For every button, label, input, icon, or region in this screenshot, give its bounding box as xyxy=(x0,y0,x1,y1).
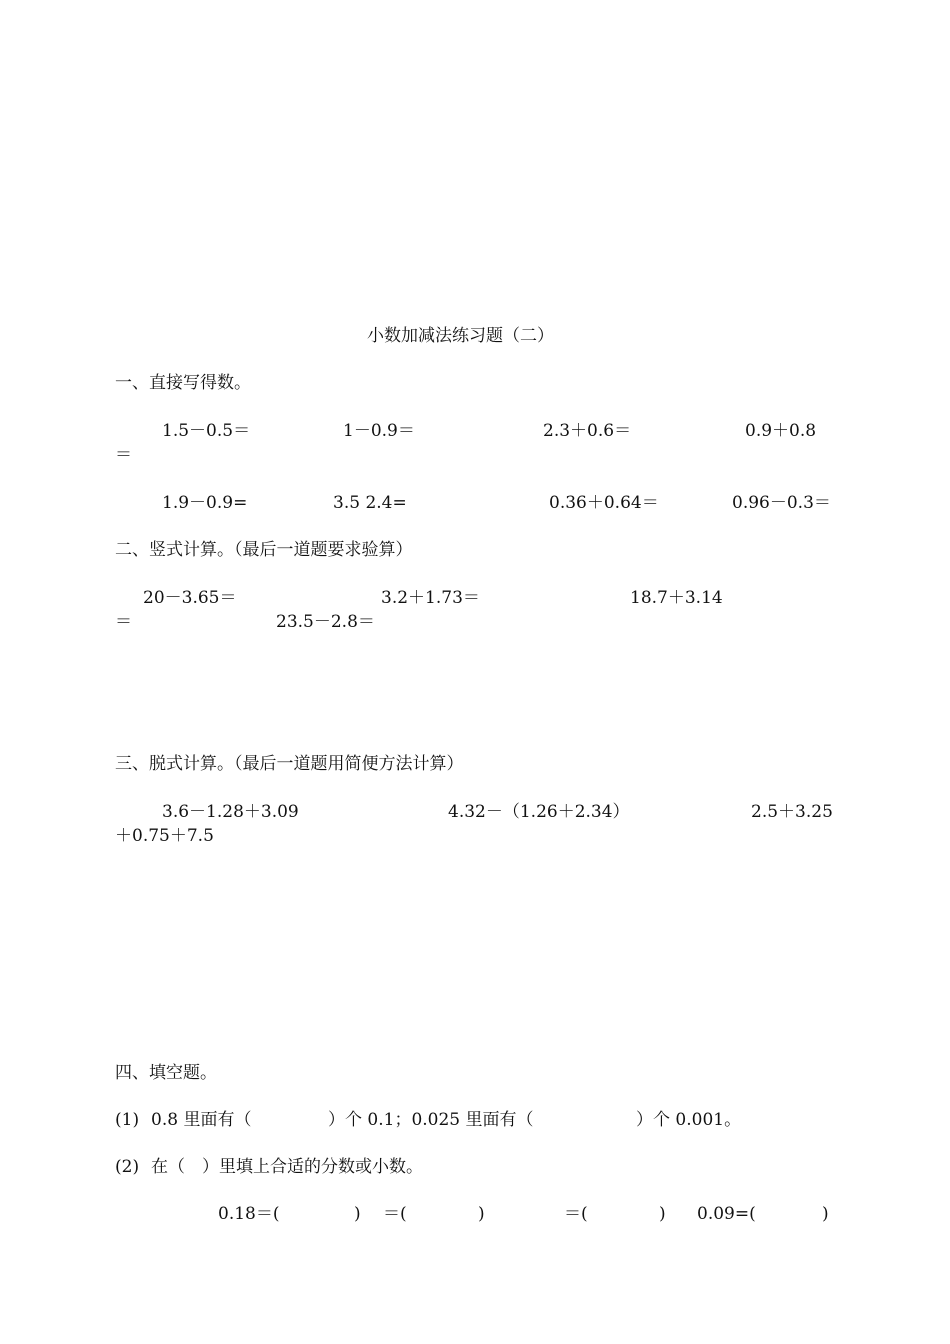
problem-1-4: 0.9＋0.8 xyxy=(745,421,817,441)
section-heading-2: 二、竖式计算。（最后一道题要求验算） xyxy=(115,540,413,560)
problem-3-3-wrap: ＋0.75＋7.5 xyxy=(115,826,214,846)
blank-3-open: ＝( xyxy=(564,1204,588,1224)
section-heading-1: 一、直接写得数。 xyxy=(115,373,251,393)
problem-1-3: 2.3＋0.6＝ xyxy=(543,421,632,441)
blank-2-close: ) xyxy=(478,1204,485,1224)
question-2-text: 在（ ）里填上合适的分数或小数。 xyxy=(151,1157,423,1177)
section-heading-4: 四、填空题。 xyxy=(115,1063,217,1083)
blank-4-open: 0.09=( xyxy=(697,1204,756,1224)
blank-3-close: ) xyxy=(659,1204,666,1224)
problem-2-3-wrap: ＝ xyxy=(115,612,132,632)
problem-1-4-wrap: ＝ xyxy=(115,445,132,465)
problem-1-7: 0.36＋0.64＝ xyxy=(549,493,659,513)
problem-3-3: 2.5＋3.25 xyxy=(751,802,833,822)
problem-1-5: 1.9－0.9= xyxy=(162,493,248,513)
blank-4-close: ) xyxy=(822,1204,829,1224)
problem-2-4: 23.5－2.8＝ xyxy=(276,612,375,632)
problem-3-2: 4.32－（1.26＋2.34） xyxy=(448,802,630,822)
section-heading-3: 三、脱式计算。（最后一道题用简便方法计算） xyxy=(115,754,464,774)
page-title: 小数加减法练习题（二） xyxy=(367,326,554,346)
question-1-part-c: ）个 0.001。 xyxy=(636,1110,742,1130)
blank-1-close: ) xyxy=(354,1204,361,1224)
question-1-number: (1) xyxy=(115,1110,140,1130)
blank-2-open: ＝( xyxy=(383,1204,407,1224)
problem-1-2: 1－0.9＝ xyxy=(343,421,415,441)
question-1-part-b: ）个 0.1；0.025 里面有（ xyxy=(328,1110,534,1130)
problem-2-2: 3.2＋1.73＝ xyxy=(381,588,480,608)
problem-2-3: 18.7＋3.14 xyxy=(630,588,723,608)
problem-1-8: 0.96－0.3＝ xyxy=(732,493,831,513)
question-1-part-a: 0.8 里面有（ xyxy=(151,1110,252,1130)
problem-1-6: 3.5 2.4= xyxy=(333,493,407,513)
problem-2-1: 20－3.65＝ xyxy=(143,588,237,608)
problem-3-1: 3.6－1.28＋3.09 xyxy=(162,802,299,822)
blank-1-open: 0.18＝( xyxy=(218,1204,280,1224)
problem-1-1: 1.5－0.5＝ xyxy=(162,421,251,441)
question-2-number: (2) xyxy=(115,1157,140,1177)
